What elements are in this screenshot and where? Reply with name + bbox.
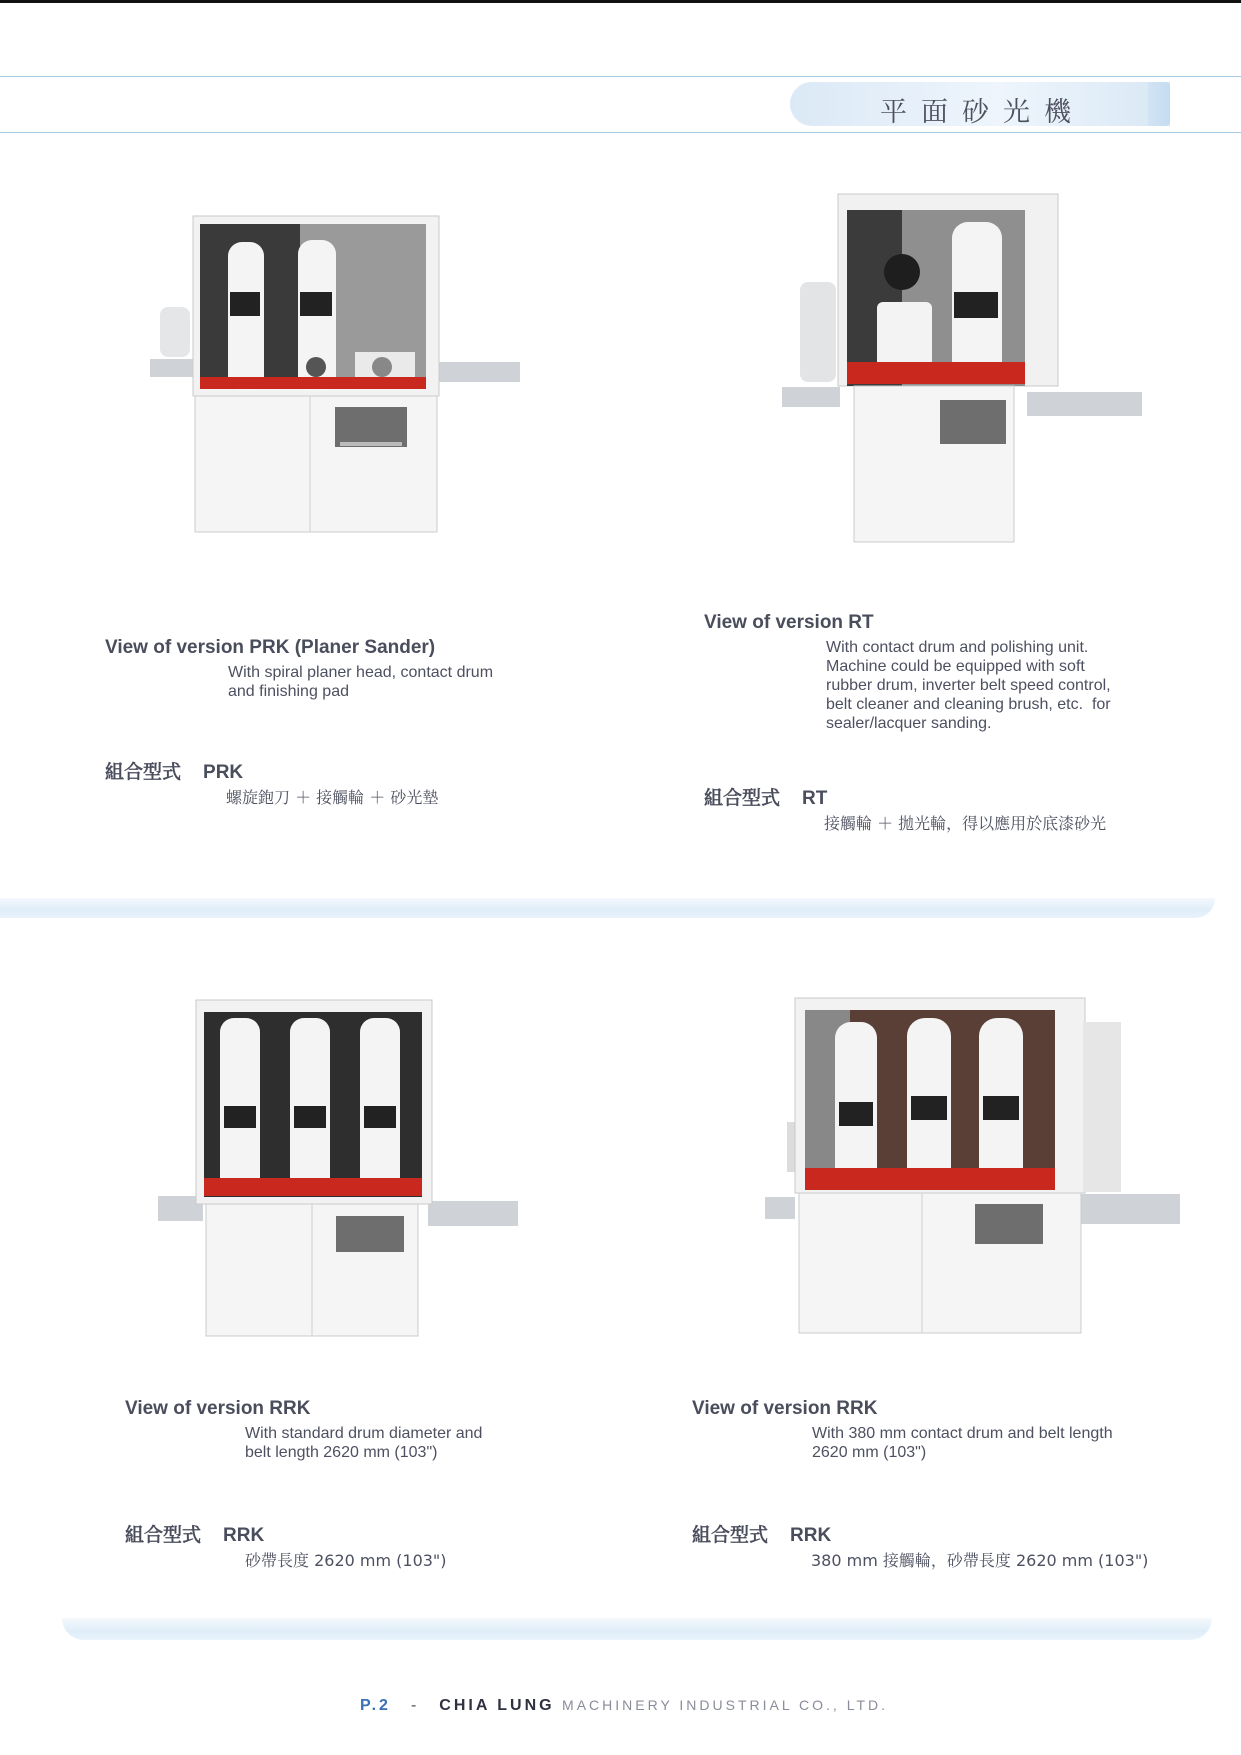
combo-prk: [105, 757, 243, 784]
product-title: View of version PRK (Planer Sander): [105, 637, 436, 658]
combo-description: 砂帶長度 2620 mm (103"): [245, 1551, 447, 1570]
machine-image-rrk-380: [765, 992, 1180, 1344]
page-title: 平面砂光機: [880, 97, 1085, 128]
product-card-prk: [105, 637, 493, 701]
product-card-rt: [704, 612, 1111, 733]
machine-image-rrk-standard: [158, 996, 518, 1341]
header-line-bottom: [0, 132, 1241, 133]
machine-image-rt: [782, 192, 1142, 550]
model-code: PRK: [203, 762, 244, 783]
model-code: RRK: [223, 1525, 265, 1546]
combo-label: 組合型式: [704, 787, 781, 809]
combo-description: 380 mm 接觸輪，砂帶長度 2620 mm (103"): [811, 1551, 1149, 1570]
combo-label: 組合型式: [125, 1524, 202, 1546]
combo-description: 螺旋鉋刀 ＋ 接觸輪 ＋ 砂光墊: [226, 788, 439, 807]
product-description: With contact drum and polishing unit. Machine could be equipped with soft rubber drum, inverter belt speed control, belt cleaner and cleaning brush, etc. for sealer/lacquer sanding.: [826, 639, 1111, 732]
product-title: View of version RRK: [692, 1398, 878, 1419]
page-footer: [360, 1697, 888, 1715]
product-description: With standard drum diameter and belt length 2620 mm (103"): [245, 1425, 483, 1461]
combo-rt: [704, 783, 827, 810]
combo-rrk-380: [692, 1520, 831, 1547]
product-description: With spiral planer head, contact drum and finishing pad: [228, 664, 494, 700]
product-title: View of version RRK: [125, 1398, 311, 1419]
page-number: P.2: [360, 1697, 391, 1714]
model-code: RRK: [790, 1525, 832, 1546]
combo-rrk-standard: [125, 1520, 264, 1547]
model-code: RT: [802, 788, 828, 809]
product-description: With 380 mm contact drum and belt length 2620 mm (103"): [812, 1425, 1113, 1461]
company-name-rest: MACHINERY INDUSTRIAL CO., LTD.: [562, 1697, 888, 1713]
footer-separator: -: [410, 1697, 420, 1714]
machine-image-prk: [150, 212, 520, 537]
product-title: View of version RT: [704, 612, 874, 633]
header-line-top: [0, 76, 1241, 77]
combo-label: 組合型式: [105, 761, 182, 783]
company-name: CHIA LUNG: [439, 1697, 555, 1714]
top-border: [0, 0, 1241, 3]
section-divider-band: [0, 898, 1215, 918]
combo-label: 組合型式: [692, 1524, 769, 1546]
combo-description: 接觸輪 ＋ 拋光輪，得以應用於底漆砂光: [824, 814, 1107, 833]
bottom-divider-band: [62, 1618, 1212, 1640]
product-card-rrk-standard: [125, 1398, 482, 1462]
product-card-rrk-380: [692, 1398, 1113, 1462]
